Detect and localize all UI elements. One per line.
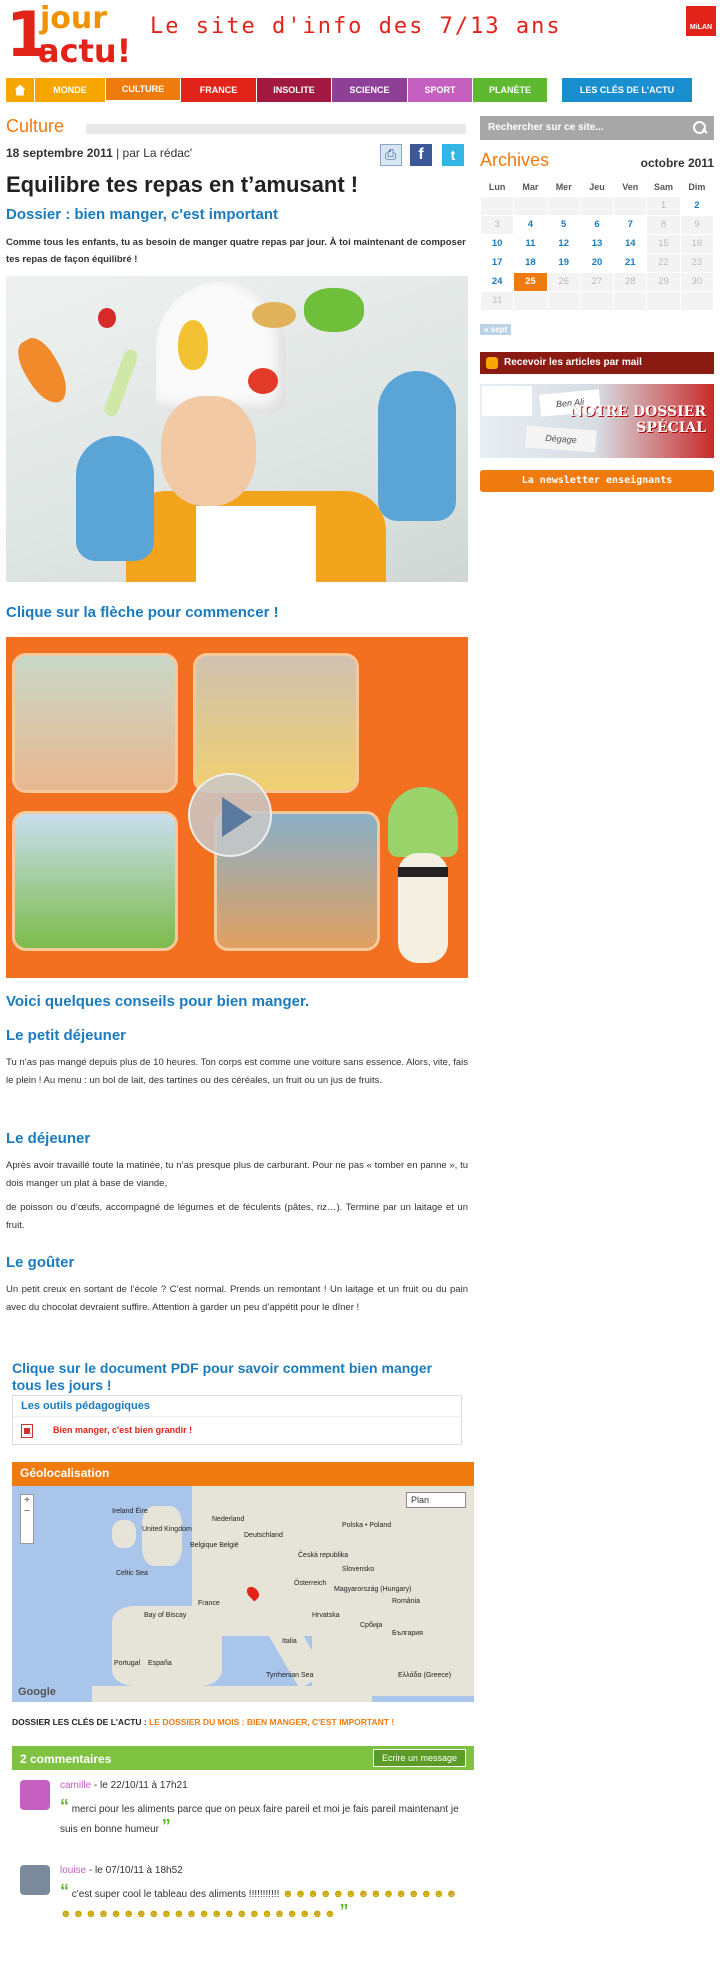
- logo-jour: jour: [40, 1, 108, 36]
- article-date: 18 septembre 2011: [6, 146, 113, 160]
- archives-title: Archives: [480, 150, 550, 170]
- write-message-button[interactable]: Ecrire un message: [373, 1749, 466, 1767]
- open-quote-icon: “: [60, 1796, 69, 1816]
- oven-mitt-right: [378, 371, 456, 521]
- pdf-cta: Clique sur le document PDF pour savoir comment bien manger tous les jours !: [12, 1360, 433, 1393]
- nav-culture[interactable]: CULTURE: [106, 78, 180, 102]
- close-quote-icon: ”: [339, 1901, 349, 1921]
- calendar-day: 16: [680, 234, 713, 253]
- calendar-weekday: Ven: [622, 181, 639, 192]
- calendar-empty-cell: [547, 291, 580, 310]
- map-label: Slovensko: [342, 1566, 375, 1573]
- newsletter-button[interactable]: La newsletter enseignants: [480, 470, 714, 492]
- calendar-empty-cell: [680, 291, 713, 310]
- calendar-day[interactable]: 6: [580, 215, 613, 234]
- calendar-day: 28: [614, 272, 647, 291]
- calendar-day: 3: [481, 215, 514, 234]
- calendar-day: 9: [680, 215, 713, 234]
- calendar-day: 27: [580, 272, 613, 291]
- heading-petit-dejeuner: Le petit déjeuner: [6, 1027, 127, 1044]
- apron-shape: [196, 506, 316, 582]
- geolocation-heading: Géolocalisation: [12, 1462, 474, 1486]
- calendar-day[interactable]: 17: [481, 253, 514, 272]
- nav-planete[interactable]: PLANÈTE: [473, 78, 547, 102]
- logo-actu: actu!: [38, 32, 132, 70]
- pdf-icon[interactable]: [21, 1424, 33, 1438]
- facebook-icon[interactable]: f: [410, 144, 432, 166]
- carrot-icon: [11, 332, 75, 410]
- calendar-empty-cell: [481, 196, 514, 215]
- map-label: Tyrrhenian Sea: [266, 1672, 314, 1679]
- map-label: Česká republika: [298, 1552, 349, 1559]
- calendar-empty-cell: [580, 196, 613, 215]
- comment-text: [60, 1883, 470, 1923]
- video-cta: Clique sur la flèche pour commencer !: [6, 604, 279, 621]
- nav-cles-actu[interactable]: LES CLÉS DE L'ACTU: [562, 78, 692, 102]
- archives-calendar: [480, 178, 714, 311]
- home-icon: [15, 85, 26, 96]
- calendar-empty-cell: [614, 291, 647, 310]
- dossier-special-banner[interactable]: [480, 384, 714, 458]
- comment-author: camille: [60, 1780, 92, 1791]
- site-logo[interactable]: [6, 0, 141, 71]
- map-brand: Google: [18, 1686, 56, 1698]
- map-label: Magyarország (Hungary): [334, 1586, 412, 1593]
- calendar-weekday: Sam: [654, 181, 674, 192]
- map-label: Nederland: [212, 1516, 245, 1523]
- land-ireland: [112, 1520, 136, 1548]
- pear-icon: [178, 320, 208, 370]
- calendar-day[interactable]: 14: [614, 234, 647, 253]
- pdf-link[interactable]: Bien manger, c'est bien grandir !: [53, 1425, 193, 1435]
- calendar-empty-cell: [614, 196, 647, 215]
- calendar-day[interactable]: 2: [680, 196, 713, 215]
- section-heading: [6, 116, 468, 138]
- site-header: [0, 0, 720, 75]
- calendar-day: 1: [647, 196, 680, 215]
- calendar-weekday: Lun: [488, 181, 506, 192]
- comment-meta: [60, 1780, 188, 1791]
- map-label: France: [198, 1600, 220, 1607]
- potato-icon: [252, 302, 296, 328]
- article-intro: Comme tous les enfants, tu as besoin de manger quatre repas par jour. À toi maintenant de composer tes repas de façon équilibré !: [6, 237, 466, 265]
- leek-mask-shape: [398, 867, 448, 877]
- land-balkans: [312, 1606, 474, 1696]
- calendar-day: 23: [680, 253, 713, 272]
- calendar-day: 26: [547, 272, 580, 291]
- banner-title-line-2: SPÉCIAL: [636, 420, 706, 436]
- comment-author: louise: [60, 1865, 87, 1876]
- tomato-icon: [248, 368, 278, 394]
- map-type-select[interactable]: Plan: [406, 1492, 466, 1508]
- nav-sport[interactable]: SPORT: [408, 78, 472, 102]
- child-face-shape: [161, 396, 256, 506]
- comment-body: merci pour les aliments parce que on peux faire pareil et moi je fais pareil maintenant je suis en bonne humeur: [60, 1804, 459, 1835]
- map-widget[interactable]: [12, 1486, 474, 1702]
- calendar-day[interactable]: 7: [614, 215, 647, 234]
- logo-one: 1: [6, 0, 50, 71]
- leek-leaf-shape: [388, 787, 458, 857]
- close-quote-icon: ”: [161, 1816, 171, 1836]
- para-gouter: Un petit creux en sortant de l’école ? C’est normal. Prends un remontant ! Un laitage et un fruit ou du pain avec du chocolat devraient suffire. Attention à garder un peu d’appétit pour le dîner !: [6, 1284, 468, 1313]
- tips-heading: Voici quelques conseils pour bien manger.: [6, 993, 310, 1010]
- map-label: România: [392, 1598, 421, 1605]
- comment-text: [60, 1798, 470, 1838]
- calendar-day: 15: [647, 234, 680, 253]
- map-label: Hrvatska: [312, 1612, 340, 1619]
- open-quote-icon: “: [60, 1881, 69, 1901]
- calendar-weekday: Jeu: [589, 181, 605, 192]
- dossier-link[interactable]: LE DOSSIER DU MOIS : BIEN MANGER, C'EST IMPORTANT !: [149, 1717, 395, 1727]
- calendar-day[interactable]: 5: [547, 215, 580, 234]
- prev-month-link[interactable]: « sept: [480, 324, 511, 335]
- calendar-empty-cell: [514, 291, 547, 310]
- calendar-day: 31: [481, 291, 514, 310]
- calendar-empty-cell: [514, 196, 547, 215]
- nav-monde[interactable]: MONDE: [35, 78, 105, 102]
- map-label: Belgique België: [190, 1542, 239, 1549]
- play-button-icon[interactable]: [188, 773, 272, 857]
- calendar-weekday: Dim: [688, 181, 706, 192]
- calendar-weekday: Mer: [555, 181, 572, 192]
- twitter-icon[interactable]: t: [442, 144, 464, 166]
- leek-mascot: [384, 787, 460, 967]
- para-dejeuner-1: Après avoir travaillé toute la matinée, tu n’as presque plus de carburant. Pour ne pas « tomber en panne », tu dois manger un plat à base de viande,: [6, 1160, 468, 1189]
- video-scene-breakfast: [12, 653, 178, 793]
- calendar-empty-cell: [580, 291, 613, 310]
- banner-sign-2: Dégage: [525, 426, 596, 453]
- heading-dejeuner: Le déjeuner: [6, 1130, 91, 1147]
- game-video-player[interactable]: [6, 637, 468, 978]
- para-dejeuner-2: de poisson ou d’œufs, accompagné de légumes et de féculents (pâtes, riz…). Termine par un laitage et un fruit.: [6, 1202, 468, 1231]
- map-label: Italia: [282, 1638, 297, 1645]
- nav-home[interactable]: [6, 78, 34, 102]
- publisher-logo[interactable]: MiLAN: [686, 6, 716, 36]
- tools-divider: [13, 1416, 461, 1417]
- banner-title: [570, 404, 706, 436]
- video-scene-lunch: [193, 653, 359, 793]
- teaching-tools-box: [12, 1395, 462, 1445]
- calendar-day[interactable]: 4: [514, 215, 547, 234]
- map-label: България: [392, 1630, 423, 1637]
- comment-date: - le 22/10/11 à 17h21: [91, 1780, 188, 1791]
- map-label: United Kingdom: [142, 1526, 192, 1533]
- comment-date: - le 07/10/11 à 18h52: [86, 1865, 183, 1876]
- calendar-day[interactable]: 12: [547, 234, 580, 253]
- map-label: Ελλάδα (Greece): [398, 1672, 452, 1679]
- calendar-weekday: Mar: [522, 181, 539, 192]
- search-input[interactable]: Rechercher sur ce site...: [488, 122, 604, 133]
- calendar-empty-cell: [547, 196, 580, 215]
- calendar-day: 29: [647, 272, 680, 291]
- rss-subscribe-button[interactable]: [480, 352, 714, 374]
- calendar-day[interactable]: 11: [514, 234, 547, 253]
- calendar-day[interactable]: 19: [547, 253, 580, 272]
- main-nav: [6, 78, 714, 102]
- para-petit-dejeuner: Tu n’as pas mangé depuis plus de 10 heures. Ton corps est comme une voiture sans essence. Alors, vite, fais le plein ! Au menu : un bol de lait, des tartines ou des céréales, un fruit ou un jus de fruits.: [6, 1057, 468, 1086]
- map-label: Polska • Poland: [342, 1522, 392, 1529]
- map-label: Ireland Éire: [112, 1508, 148, 1515]
- calendar-day: 8: [647, 215, 680, 234]
- land-north-africa: [92, 1686, 372, 1702]
- avatar: [20, 1780, 50, 1810]
- rss-label: Recevoir les articles par mail: [504, 357, 642, 368]
- calendar-day[interactable]: 10: [481, 234, 514, 253]
- comments-header: [12, 1746, 474, 1770]
- lettuce-icon: [304, 288, 364, 332]
- strawberry-icon: [98, 308, 116, 328]
- smiley-icons: ☻☻☻☻☻☻☻☻☻☻☻☻☻☻☻☻☻☻☻☻☻☻☻☻☻☻☻☻☻☻☻☻☻☻☻☻: [60, 1888, 459, 1920]
- avatar: [20, 1865, 50, 1895]
- map-label: Bay of Biscay: [144, 1612, 187, 1619]
- nav-insolite[interactable]: INSOLITE: [257, 78, 331, 102]
- heading-gouter: Le goûter: [6, 1254, 75, 1271]
- calendar-day: 30: [680, 272, 713, 291]
- article-photo: [6, 276, 468, 582]
- site-tagline: Le site d'info des 7/13 ans: [150, 14, 562, 39]
- article-dateline: [6, 146, 192, 160]
- calendar-day[interactable]: 21: [614, 253, 647, 272]
- calendar-day[interactable]: 24: [481, 272, 514, 291]
- calendar-empty-cell: [647, 291, 680, 310]
- map-label: Deutschland: [244, 1532, 283, 1539]
- map-zoom-control[interactable]: + −: [20, 1494, 34, 1544]
- tools-heading: Les outils pédagogiques: [21, 1400, 150, 1412]
- comment-meta: [60, 1865, 183, 1876]
- dossier-label: DOSSIER LES CLÉS DE L'ACTU :: [12, 1717, 150, 1727]
- map-label: Celtic Sea: [116, 1570, 148, 1577]
- map-label: Portugal: [114, 1660, 141, 1667]
- comments-count: 2 commentaires: [20, 1752, 112, 1766]
- section-label[interactable]: Culture: [6, 116, 70, 136]
- oven-mitt-left: [76, 436, 154, 561]
- print-icon[interactable]: [380, 144, 402, 166]
- dossier-line: [12, 1717, 394, 1727]
- comment-body: c'est super cool le tableau des aliments !!!!!!!!!!!: [71, 1889, 280, 1900]
- search-box[interactable]: [480, 116, 714, 140]
- rss-icon: [486, 357, 498, 369]
- nav-france[interactable]: FRANCE: [181, 78, 256, 102]
- leek-icon: [102, 348, 139, 419]
- banner-title-line-1: NOTRE DOSSIER: [570, 404, 706, 420]
- map-label: Österreich: [294, 1580, 327, 1587]
- calendar-day[interactable]: 18: [514, 253, 547, 272]
- calendar-day: 22: [647, 253, 680, 272]
- calendar-day[interactable]: 25: [514, 272, 547, 291]
- calendar-day[interactable]: 20: [580, 253, 613, 272]
- search-icon[interactable]: [692, 120, 708, 136]
- land-uk: [142, 1506, 182, 1566]
- calendar-day[interactable]: 13: [580, 234, 613, 253]
- article-subtitle[interactable]: Dossier : bien manger, c'est important: [6, 206, 278, 223]
- nav-science[interactable]: SCIENCE: [332, 78, 407, 102]
- section-divider: [86, 124, 466, 134]
- banner-mini-logo: [482, 386, 532, 416]
- map-label: Србија: [360, 1622, 383, 1629]
- banner-sign-1: Ben Ali: [539, 389, 601, 416]
- geolocation-box: [12, 1462, 474, 1702]
- video-scene-snack: [12, 811, 178, 951]
- map-label: España: [148, 1660, 172, 1667]
- archives-month: octobre 2011: [640, 156, 714, 170]
- article-author: | par La rédac': [112, 146, 193, 160]
- article-title: Equilibre tes repas en t’amusant !: [6, 172, 359, 197]
